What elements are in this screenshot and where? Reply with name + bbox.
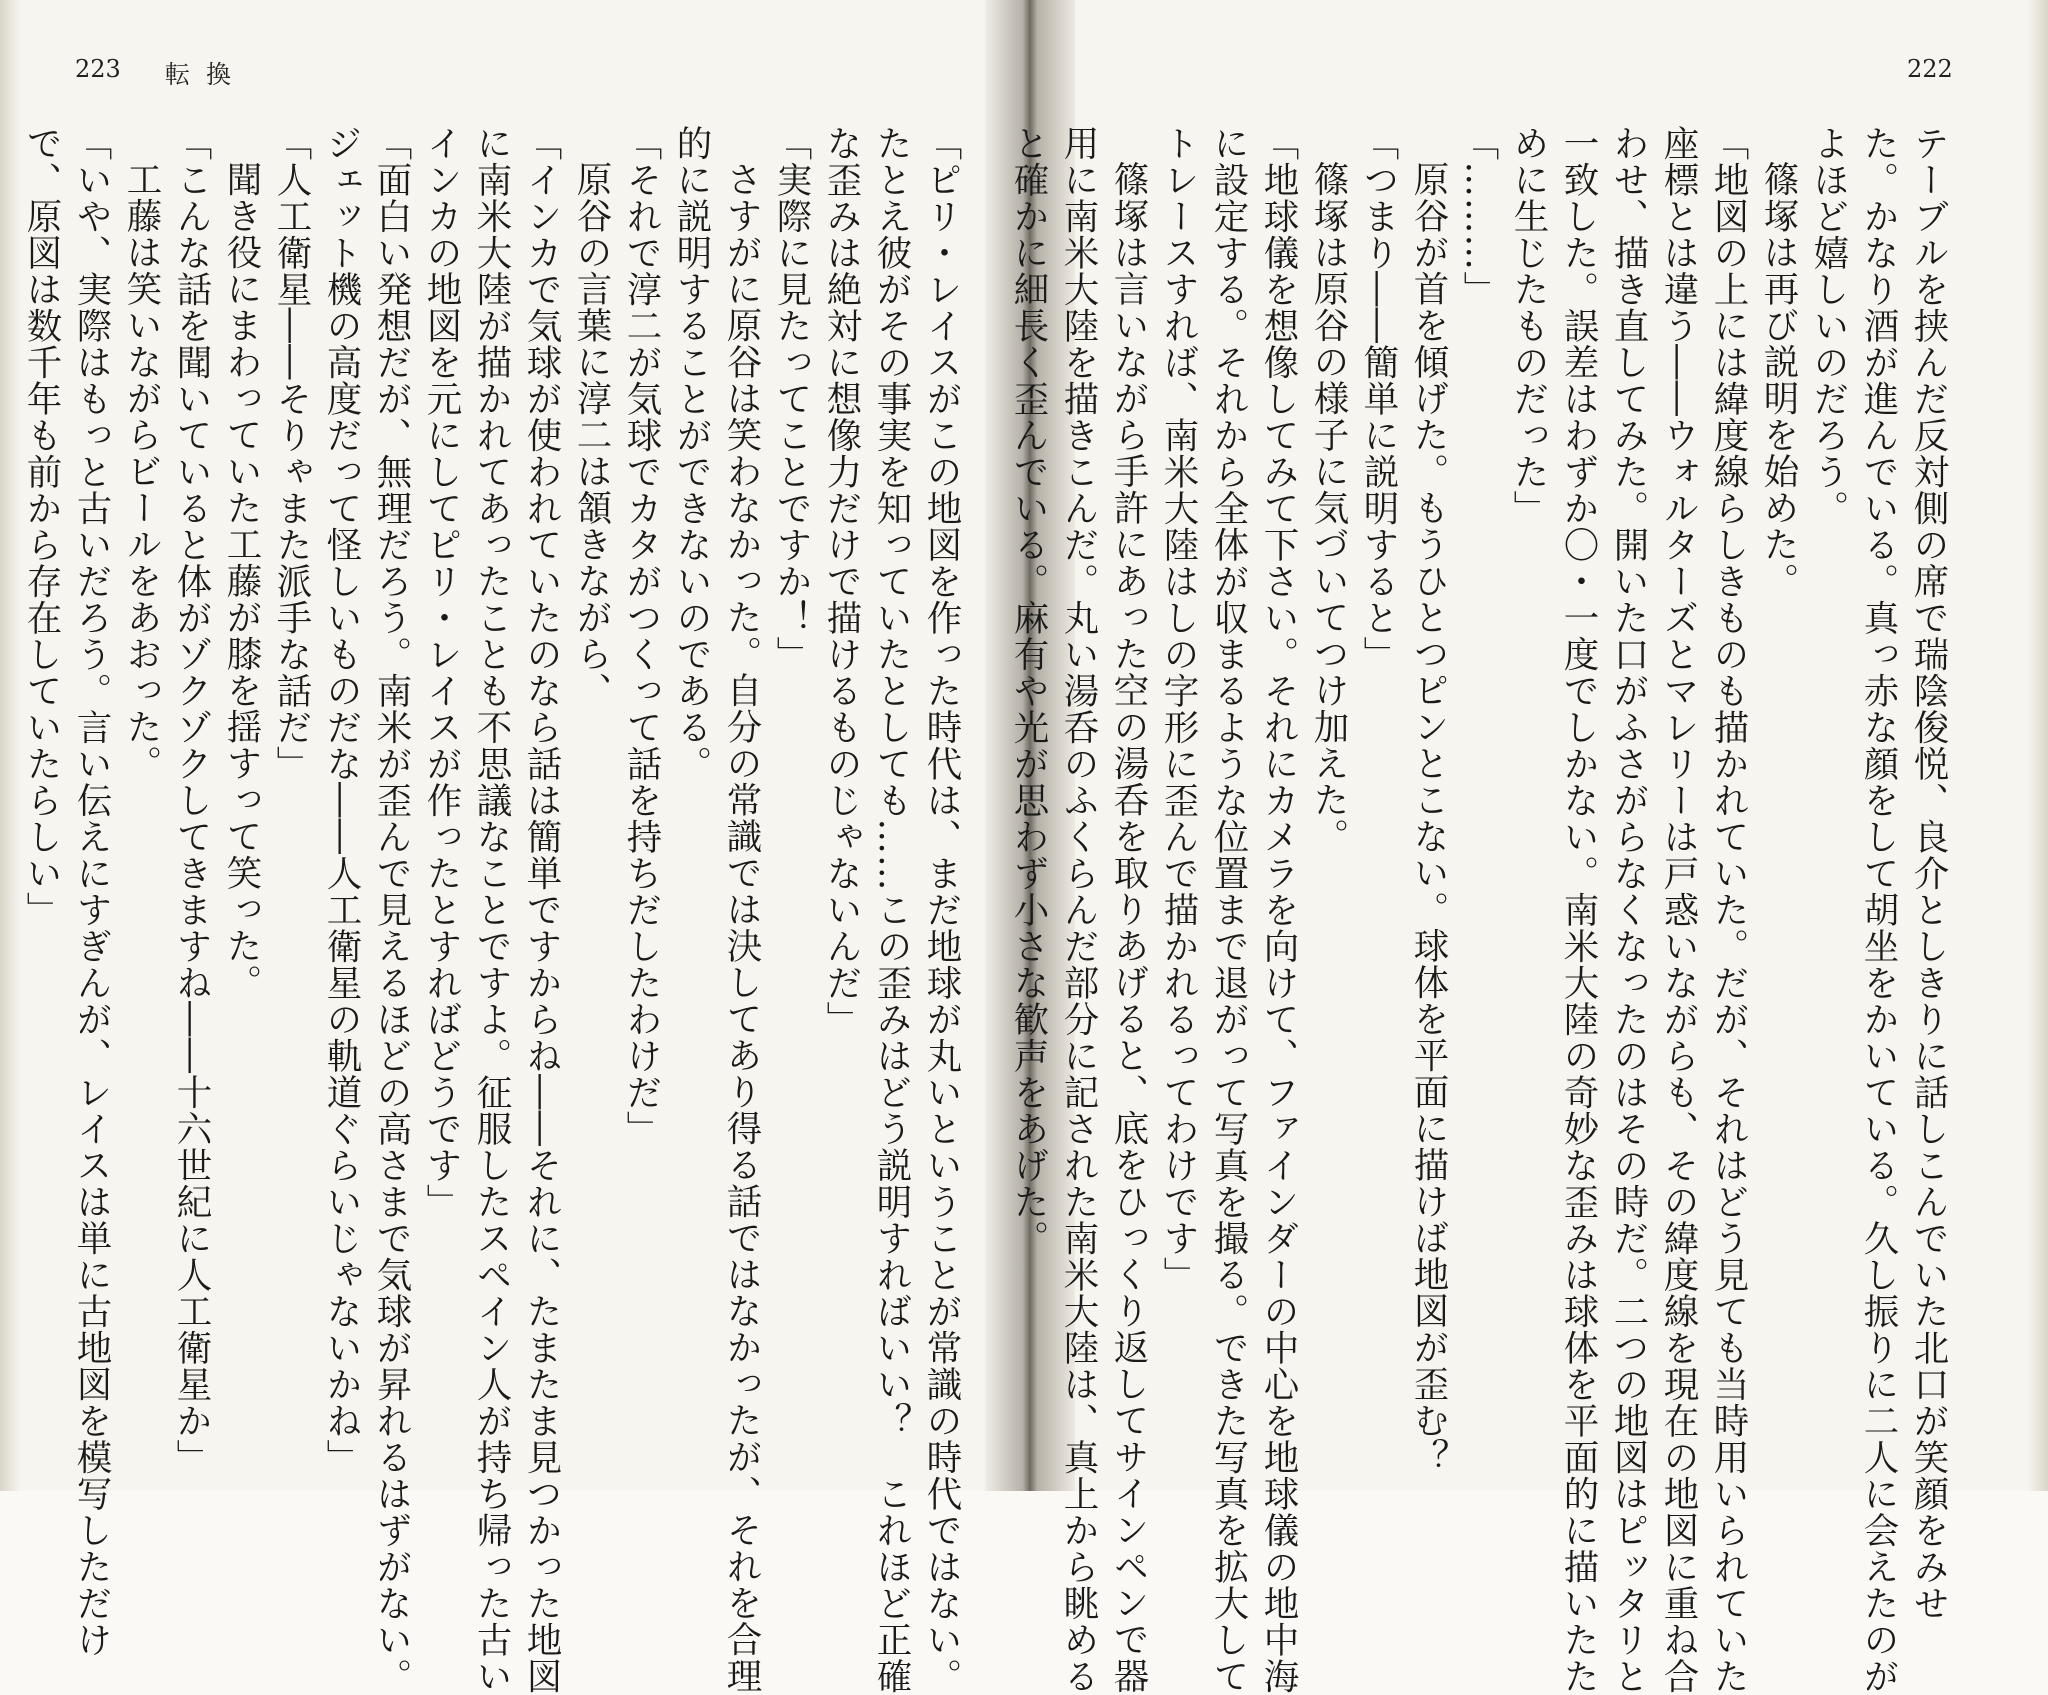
text-line: よほど嬉しいのだろう。 xyxy=(1808,125,1849,527)
right-page-edge xyxy=(2028,0,2048,1491)
text-line: た。かなり酒が進んでいる。真っ赤な顔をして胡坐をかいている。久し振りに二人に会えたのが xyxy=(1858,125,1899,1695)
text-line: 「人工衛星――そりゃまた派手な話だ」 xyxy=(271,125,312,782)
text-line: 原谷が首を傾げた。もうひとつピンとこない。球体を平面に描けば地図が歪む？ xyxy=(1408,160,1449,1475)
text-line: と確かに細長く歪んでいる。麻有や光が思わず小さな歓声をあげた。 xyxy=(1008,125,1049,1257)
text-line: 的に説明することができないのである。 xyxy=(671,125,712,782)
text-line: 「実際に見たってことですか！」 xyxy=(771,125,812,673)
text-line: 「インカで気球が使われていたのなら話は簡単ですからね――それに、たまたま見つかった地図 xyxy=(521,125,562,1695)
text-line: テーブルを挟んだ反対側の席で瑞陰俊悦、良介としきりに話しこんでいた北口が笑顔をみせ xyxy=(1908,125,1949,1622)
text-line: さすがに原谷は笑わなかった。自分の常識では決してあり得る話ではなかったが、それを合理 xyxy=(721,160,762,1694)
text-line: 原谷の言葉に淳二は頷きながら、 xyxy=(571,160,612,708)
text-line: 「それで淳二が気球でカタがつくって話を持ちだしたわけだ」 xyxy=(621,125,662,1147)
left-page-body xyxy=(21,125,966,1695)
text-line: インカの地図を元にしてピリ・レイスが作ったとすればどうです」 xyxy=(421,125,462,1220)
right-page-number: 222 xyxy=(1907,55,1953,83)
text-line: 「こんな話を聞いていると体がゾクゾクしてきますね――十六世紀に人工衛星か」 xyxy=(171,125,212,1476)
text-line: 聞き役にまわっていた工藤が膝を揺すって笑った。 xyxy=(221,160,262,1000)
text-line: 座標とは違う――ウォルターズとマレリーは戸惑いながらも、その緯度線を現在の地図に重ね合 xyxy=(1658,125,1699,1695)
text-line: 「つまり――簡単に説明すると」 xyxy=(1358,125,1399,673)
text-line: 用に南米大陸を描きこんだ。丸い湯呑のふくらんだ部分に記された南米大陸は、真上から眺める xyxy=(1058,125,1099,1695)
text-line: 一致した。誤差はわずか〇・一度でしかない。南米大陸の奇妙な歪みは球体を平面的に描いたた xyxy=(1558,125,1599,1695)
text-line: 「地球儀を想像してみて下さい。それにカメラを向けて、ファインダーの中心を地球儀の地中海 xyxy=(1258,125,1299,1695)
left-page-number: 223 xyxy=(75,55,121,83)
text-line: な歪みは絶対に想像力だけで描けるものじゃないんだ」 xyxy=(821,125,862,1038)
text-line: 工藤は笑いながらビールをあおった。 xyxy=(121,160,162,781)
text-line: トレースすれば、南米大陸はしの字形に歪んで描かれるってわけです」 xyxy=(1158,125,1199,1293)
text-line: で、原図は数千年も前から存在していたらしい」 xyxy=(21,125,62,928)
text-line: 「いや、実際はもっと古いだろう。言い伝えにすぎんが、レイスは単に古地図を模写しただけ xyxy=(71,125,112,1658)
text-line: に設定する。それから全体が収まるような位置まで退がって写真を撮る。できた写真を拡大して xyxy=(1208,125,1249,1695)
text-line: 篠塚は原谷の様子に気づいてつけ加えた。 xyxy=(1308,160,1349,854)
text-line: に南米大陸が描かれてあったことも不思議なことですよ。征服したスペイン人が持ち帰った古い xyxy=(471,125,512,1695)
text-line: めに生じたものだった」 xyxy=(1508,125,1549,527)
text-line: 篠塚は再び説明を始めた。 xyxy=(1758,160,1799,599)
text-line: 「………」 xyxy=(1458,125,1499,308)
text-line: 「面白い発想だが、無理だろう。南米が歪んで見えるほどの高さまで気球が昇れるはずがない。 xyxy=(371,125,412,1695)
text-line: 「ピリ・レイスがこの地図を作った時代は、まだ地球が丸いということが常識の時代ではない。 xyxy=(921,125,962,1695)
text-line: 「地図の上には緯度線らしきものも描かれていた。だが、それはどう見ても当時用いられていた xyxy=(1708,125,1749,1695)
text-line: 篠塚は言いながら手許にあった空の湯呑を取りあげると、底をひっくり返してサインペンで器 xyxy=(1108,160,1149,1694)
text-line: ジェット機の高度だって怪しいものだな――人工衛星の軌道ぐらいじゃないかね」 xyxy=(321,125,362,1476)
right-page-body xyxy=(943,125,1953,1695)
running-head: 転換 xyxy=(165,60,248,89)
text-line: たとえ彼がその事実を知っていたとしても……この歪みはどう説明すればいい？ これほど正確 xyxy=(871,125,912,1695)
text-line: わせ、描き直してみた。開いた口がふさがらなくなったのはその時だ。二つの地図はピッタリと xyxy=(1608,125,1649,1695)
